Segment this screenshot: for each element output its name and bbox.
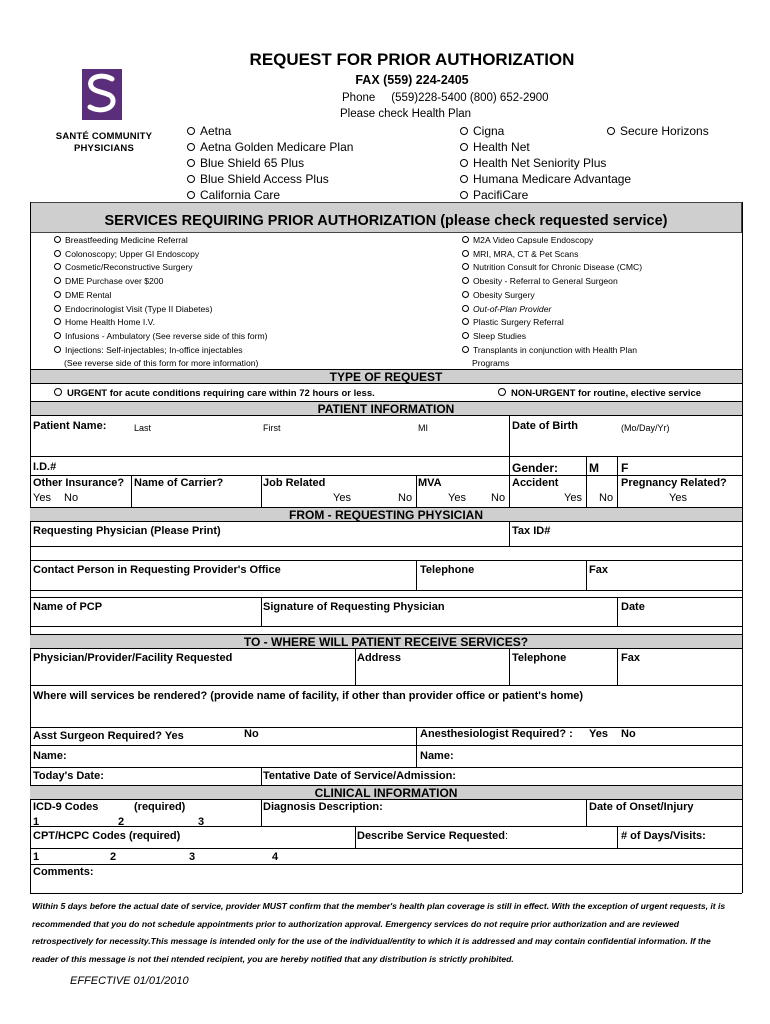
service-option[interactable]	[54, 304, 212, 314]
plan-label: California Care	[200, 188, 281, 202]
to-header: TO - WHERE WILL PATIENT RECEIVE SERVICES?	[30, 634, 742, 649]
asst-name-label: Name:	[33, 750, 67, 762]
plan-label: Cigna	[473, 124, 505, 138]
service-label: DME Rental	[65, 289, 112, 300]
radio-circle-icon[interactable]	[462, 318, 469, 325]
tentative-date-label: Tentative Date of Service/Admission:	[263, 770, 456, 782]
grid-line	[416, 727, 417, 767]
service-option[interactable]	[462, 331, 526, 341]
service-label: Obesity - Referral to General Surgeon	[473, 276, 618, 287]
grid-line	[261, 475, 262, 507]
grid-line	[30, 590, 742, 591]
service-option[interactable]	[462, 249, 578, 259]
service-label: Endocrinologist Visit (Type II Diabetes)	[65, 303, 213, 314]
cpt-4: 4	[272, 851, 279, 863]
grid-line	[261, 597, 262, 626]
plan-option-1[interactable]	[187, 140, 353, 154]
carrier-label: Name of Carrier?	[134, 477, 224, 489]
service-label: Home Health Home I.V.	[65, 317, 155, 328]
dob-label: Date of Birth	[512, 420, 578, 432]
grid-line	[586, 456, 587, 507]
cpt-label: CPT/HCPC Codes (required)	[33, 830, 181, 842]
grid-line	[509, 648, 510, 685]
footer-notice: Within 5 days before the actual date of service, provider MUST confirm that the member's health plan coverage is still in effect. With the exception of urgent requests, it is recommended that you do not schedule appointments prior to authorization approval. Emergency services do not require prior authorization and are reviewed retrospectively for necessity.This message is intended only for the use of the individual/entity to which it is addressed and may contain confidential information. If the reader of this message is not thei ntended recipient, you are hereby notified that any distribution is strictly prohibited.	[32, 901, 726, 964]
grid-line	[30, 826, 742, 827]
grid-line	[355, 826, 356, 848]
service-option[interactable]	[54, 276, 163, 286]
signature-label: Signature of Requesting Physician	[263, 601, 445, 613]
radio-circle-icon[interactable]	[460, 143, 468, 151]
pregnancy-yes[interactable]: Yes	[669, 492, 687, 504]
plan-option-4[interactable]	[187, 188, 280, 202]
services-left-note: (See reverse side of this form for more information)	[64, 358, 259, 368]
pcp-label: Name of PCP	[33, 601, 103, 613]
plan-label: Aetna Golden Medicare Plan	[200, 140, 354, 154]
plan-option-1[interactable]	[460, 140, 530, 154]
page-title: REQUEST FOR PRIOR AUTHORIZATION	[249, 50, 575, 69]
accident-no[interactable]: No	[599, 492, 614, 504]
other-insurance-label: Other Insurance?	[33, 477, 125, 489]
service-option[interactable]	[462, 235, 593, 245]
non-urgent-label: NON-URGENT for routine, elective service	[511, 388, 702, 399]
plan-label: Blue Shield Access Plus	[200, 172, 329, 186]
radio-circle-icon[interactable]	[462, 236, 469, 243]
job-no[interactable]: No	[398, 492, 413, 504]
describe-service-colon: :	[504, 830, 509, 842]
diagnosis-label: Diagnosis Description:	[263, 801, 383, 813]
radio-circle-icon[interactable]	[462, 277, 469, 284]
anes-no[interactable]: No	[621, 728, 636, 740]
non-urgent-option[interactable]	[498, 388, 701, 399]
describe-service-label	[357, 830, 508, 842]
dob-format-label: (Mo/Day/Yr)	[621, 423, 670, 433]
radio-circle-icon[interactable]	[54, 318, 61, 325]
service-label: Plastic Surgery Referral	[473, 317, 564, 328]
grid-line	[30, 685, 742, 686]
grid-line	[586, 560, 587, 590]
job-yes[interactable]: Yes	[333, 492, 351, 504]
grid-line	[30, 456, 742, 457]
plan-option-3[interactable]	[187, 172, 329, 186]
icd-3: 3	[198, 816, 205, 828]
plan-label: Health Net	[473, 140, 530, 154]
describe-service-text: Describe Service Requested	[357, 830, 505, 842]
grid-line	[30, 864, 742, 865]
grid-line	[30, 626, 742, 627]
grid-line	[586, 800, 587, 826]
requesting-physician-label: Requesting Physician (Please Print)	[33, 525, 221, 537]
urgent-option[interactable]	[54, 388, 375, 399]
grid-line	[30, 560, 742, 561]
first-name-label: First	[263, 423, 281, 433]
service-option[interactable]	[54, 290, 111, 300]
todays-date-label: Today's Date:	[33, 770, 104, 782]
radio-circle-icon[interactable]	[462, 346, 469, 353]
accident-yes[interactable]: Yes	[564, 492, 582, 504]
radio-circle-icon[interactable]	[462, 263, 469, 270]
plan-option-2[interactable]	[187, 156, 304, 170]
grid-line	[509, 475, 510, 507]
patient-name-label: Patient Name:	[33, 420, 107, 432]
phone-label: Phone	[342, 92, 376, 104]
grid-line	[509, 416, 510, 475]
grid-line	[30, 546, 742, 547]
radio-circle-icon[interactable]	[460, 191, 468, 199]
service-option[interactable]	[54, 235, 188, 245]
where-rendered-label: Where will services be rendered? (provide name of facility, if other than provider office or patient's home)	[33, 690, 584, 702]
service-option[interactable]	[462, 276, 618, 286]
service-label: M2A Video Capsule Endoscopy	[473, 235, 594, 245]
accident-label: Accident	[512, 477, 559, 489]
mva-label: MVA	[418, 477, 442, 489]
cpt-2: 2	[110, 851, 117, 863]
grid-line	[509, 522, 510, 546]
mva-yes[interactable]: Yes	[448, 492, 466, 504]
service-label: MRI, MRA, CT & Pet Scans	[473, 248, 579, 259]
service-label: DME Purchase over $200	[65, 276, 164, 287]
radio-circle-icon[interactable]	[462, 332, 469, 339]
plan-option-0[interactable]	[187, 124, 231, 138]
service-label: Injections: Self-injectables; In-office injectables	[65, 344, 243, 355]
plan-option-4[interactable]	[460, 188, 528, 202]
grid-line	[30, 597, 742, 598]
icd-label: ICD-9 Codes	[33, 801, 99, 813]
to-telephone-label: Telephone	[512, 652, 567, 664]
job-related-label: Job Related	[263, 477, 326, 489]
from-telephone-label: Telephone	[420, 564, 475, 576]
service-label: Sleep Studies	[473, 330, 527, 341]
service-option[interactable]	[54, 317, 155, 327]
type-of-request-header: TYPE OF REQUEST	[30, 369, 742, 384]
grid-line	[30, 893, 742, 894]
icd-required-label: (required)	[134, 801, 186, 813]
logo-text	[52, 131, 156, 155]
services-title: SERVICES REQUIRING PRIOR AUTHORIZATION (please check requested service)	[104, 213, 668, 229]
service-label: Infusions - Ambulatory (See reverse side of this form)	[65, 330, 268, 341]
phone-line	[342, 92, 549, 104]
radio-circle-icon[interactable]	[54, 250, 61, 257]
effective-date: EFFECTIVE 01/01/2010	[70, 975, 189, 987]
patient-info-header: PATIENT INFORMATION	[30, 401, 742, 416]
radio-circle-icon[interactable]	[54, 332, 61, 339]
to-address-label: Address	[357, 652, 402, 664]
cpt-1: 1	[33, 851, 40, 863]
plan-option-3[interactable]	[460, 172, 631, 186]
service-option[interactable]	[462, 304, 551, 314]
services-right-note: Programs	[472, 358, 510, 368]
last-name-label: Last	[134, 423, 152, 433]
plan-option-0[interactable]	[607, 124, 709, 138]
phone-numbers: (559)228-5400 (800) 652-2900	[391, 92, 549, 104]
from-header: FROM - REQUESTING PHYSICIAN	[30, 507, 742, 522]
grid-line	[355, 648, 356, 685]
radio-circle-icon[interactable]	[462, 250, 469, 257]
grid-line	[617, 597, 618, 626]
grid-line	[617, 456, 618, 507]
from-fax-label: Fax	[589, 564, 608, 576]
radio-circle-icon[interactable]	[54, 236, 61, 243]
plan-label: Blue Shield 65 Plus	[200, 156, 305, 170]
radio-circle-icon[interactable]	[187, 159, 195, 167]
radio-circle-icon[interactable]	[462, 291, 469, 298]
non-urgent-radio-icon[interactable]	[498, 388, 506, 396]
plan-label: Aetna	[200, 124, 232, 138]
radio-circle-icon[interactable]	[187, 143, 195, 151]
radio-circle-icon[interactable]	[460, 175, 468, 183]
facility-label: Physician/Provider/Facility Requested	[33, 652, 233, 664]
mva-no[interactable]: No	[491, 492, 506, 504]
clinical-header: CLINICAL INFORMATION	[30, 785, 742, 800]
cpt-3: 3	[189, 851, 196, 863]
service-option[interactable]	[54, 345, 243, 355]
id-label: I.D.#	[33, 461, 57, 473]
radio-circle-icon[interactable]	[187, 191, 195, 199]
radio-circle-icon[interactable]	[54, 277, 61, 284]
icd-2: 2	[118, 816, 125, 828]
service-label: Colonoscopy; Upper GI Endoscopy	[65, 248, 200, 259]
asst-surgeon-label: Asst Surgeon Required? Yes	[33, 730, 184, 742]
grid-line	[131, 475, 132, 507]
grid-line	[30, 475, 742, 476]
service-option[interactable]	[462, 262, 642, 272]
radio-circle-icon[interactable]	[54, 291, 61, 298]
tax-id-label: Tax ID#	[512, 525, 551, 537]
radio-circle-icon[interactable]	[54, 305, 61, 312]
onset-label: Date of Onset/Injury	[589, 801, 694, 813]
gender-label: Gender:	[512, 461, 559, 475]
radio-circle-icon[interactable]	[460, 127, 468, 135]
service-label: Breastfeeding Medicine Referral	[65, 235, 188, 245]
plan-label: Humana Medicare Advantage	[473, 172, 632, 186]
date-label: Date	[621, 601, 645, 613]
grid-line	[261, 767, 262, 785]
plan-prompt: Please check Health Plan	[340, 108, 472, 120]
grid-line	[617, 826, 618, 848]
contact-person-label: Contact Person in Requesting Provider's Office	[33, 564, 281, 576]
comments-label: Comments:	[33, 866, 94, 878]
icd-1: 1	[33, 816, 40, 828]
radio-circle-icon[interactable]	[462, 305, 469, 312]
mi-label: MI	[418, 423, 428, 433]
days-visits-label: # of Days/Visits:	[621, 830, 706, 842]
service-label: Obesity Surgery	[473, 289, 535, 300]
service-option[interactable]	[462, 345, 637, 355]
other-ins-yes[interactable]: Yes	[33, 492, 51, 504]
plan-label: Secure Horizons	[620, 124, 709, 138]
other-ins-no[interactable]: No	[64, 492, 79, 504]
anes-yes[interactable]: Yes	[589, 728, 608, 740]
grid-line	[261, 800, 262, 826]
radio-circle-icon[interactable]	[460, 159, 468, 167]
gender-f[interactable]: F	[621, 461, 629, 475]
fax-number: FAX (559) 224-2405	[355, 73, 469, 87]
service-label: Cosmetic/Reconstructive Surgery	[65, 262, 193, 273]
radio-circle-icon[interactable]	[54, 346, 61, 353]
service-option[interactable]	[54, 249, 199, 259]
to-fax-label: Fax	[621, 652, 640, 664]
radio-circle-icon[interactable]	[607, 127, 615, 135]
radio-circle-icon[interactable]	[54, 263, 61, 270]
urgent-label: URGENT for acute conditions requiring care within 72 hours or less.	[67, 388, 375, 399]
service-label: Transplants in conjunction with Health Plan	[473, 344, 638, 355]
grid-line	[30, 848, 742, 849]
service-option[interactable]	[462, 290, 535, 300]
gender-m[interactable]: M	[589, 461, 599, 475]
service-label: Nutrition Consult for Chronic Disease (CMC)	[473, 262, 643, 273]
grid-line	[416, 475, 417, 507]
logo-line-2: PHYSICIANS	[73, 143, 135, 154]
service-option[interactable]	[54, 331, 268, 341]
service-option[interactable]	[462, 317, 564, 327]
radio-circle-icon[interactable]	[187, 175, 195, 183]
anes-name-label: Name:	[420, 750, 454, 762]
logo-line-1: SANTÉ COMMUNITY	[55, 131, 153, 142]
plan-label: Health Net Seniority Plus	[473, 156, 607, 170]
grid-line	[617, 648, 618, 685]
anesthesiologist-label: Anesthesiologist Required? :	[420, 728, 573, 740]
plan-label: PacifiCare	[473, 188, 529, 202]
pregnancy-label: Pregnancy Related?	[621, 477, 727, 489]
service-option[interactable]	[54, 262, 193, 272]
grid-line	[416, 560, 417, 590]
grid-line	[30, 767, 742, 768]
grid-line	[30, 745, 742, 746]
urgent-radio-icon[interactable]	[54, 388, 62, 396]
plan-option-2[interactable]	[460, 156, 606, 170]
service-label: Out-of-Plan Provider	[473, 303, 552, 314]
plan-option-0[interactable]	[460, 124, 504, 138]
asst-surgeon-no[interactable]: No	[244, 728, 259, 740]
radio-circle-icon[interactable]	[187, 127, 195, 135]
grid-line	[742, 202, 743, 893]
